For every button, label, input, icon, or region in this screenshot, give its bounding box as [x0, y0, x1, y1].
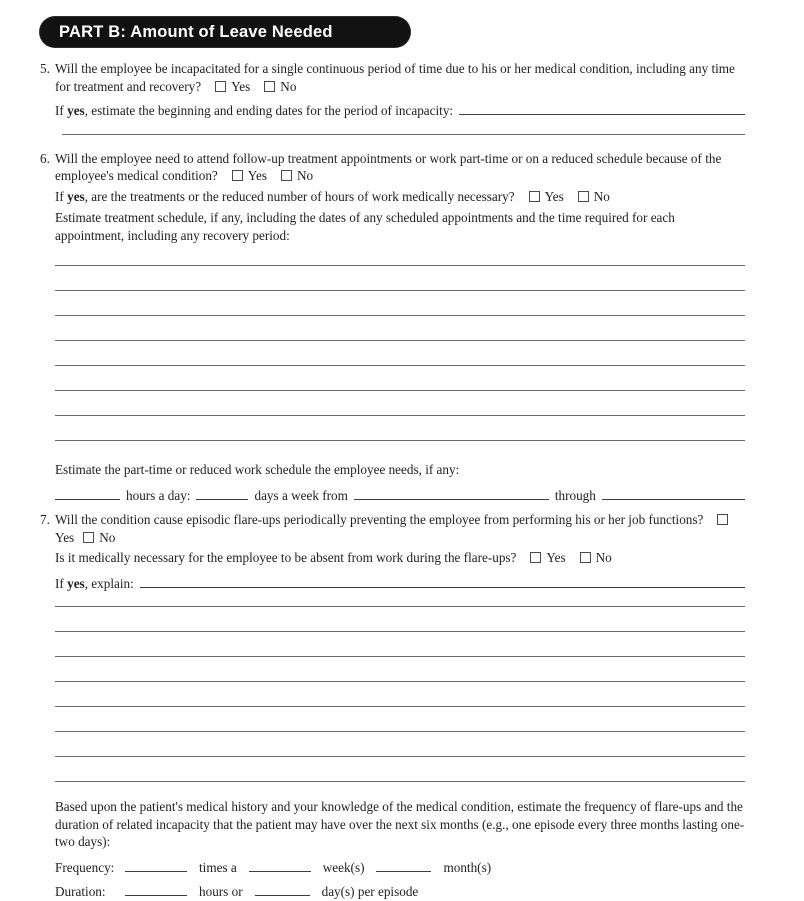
question-5	[40, 60, 745, 95]
q7-ifyes-rest: , explain:	[84, 575, 134, 591]
q5-ifyes-row	[55, 101, 745, 120]
hours-per-day-blank[interactable]	[55, 486, 120, 500]
treatment-line-4[interactable]	[55, 316, 745, 341]
frequency-times-blank[interactable]	[125, 858, 187, 872]
q5-ifyes-rest: , estimate the beginning and ending dates for the period of incapacity:	[84, 103, 454, 118]
q5-no-checkbox[interactable]	[264, 81, 275, 92]
frequency-months-blank[interactable]	[376, 858, 431, 872]
frequency-weeks-label: week(s)	[322, 859, 365, 875]
q6-no-checkbox[interactable]	[281, 170, 292, 181]
q6-yes-label: Yes	[247, 168, 267, 183]
q5-incapacity-dates-blank[interactable]	[459, 101, 745, 115]
through-label: through	[554, 487, 596, 503]
from-date-blank[interactable]	[354, 486, 549, 500]
q5-no-label: No	[280, 78, 297, 94]
q6-treatment-schedule-lines	[40, 244, 745, 441]
q6-ifyes-bold: yes	[67, 188, 85, 204]
q6-ifyes-row	[55, 188, 745, 206]
days-per-week-label: days a week from	[254, 487, 348, 503]
part-b-header: PART B: Amount of Leave Needed	[40, 17, 410, 47]
explain-line-2[interactable]	[55, 607, 745, 632]
explain-line-4[interactable]	[55, 657, 745, 682]
q7-absent-no-checkbox[interactable]	[580, 552, 591, 563]
duration-hours-blank[interactable]	[125, 882, 187, 896]
explain-line-1[interactable]	[55, 592, 745, 607]
explain-blank[interactable]	[140, 574, 745, 588]
frequency-label: Frequency:	[55, 859, 115, 875]
explain-line-3[interactable]	[55, 632, 745, 657]
q7-absent-yes-label: Yes	[546, 550, 566, 565]
q6-schedule-row	[55, 486, 745, 505]
q7-yes-label: Yes	[55, 529, 75, 545]
q6-treatment-prompt: Estimate treatment schedule, if any, including the dates of any scheduled appointments and the time required for each appointment, including any recovery period:	[55, 210, 675, 243]
q6-necessary-yes-checkbox[interactable]	[529, 191, 540, 202]
q7-yes-checkbox[interactable]	[717, 514, 728, 525]
q7-no-checkbox[interactable]	[83, 532, 94, 543]
q7-estimate-paragraph: Based upon the patient's medical history and your knowledge of the medical condition, estimate the frequency of flare-ups and the duration of related incapacity that the patient may have over the next six months (e.g., one episode every three months lasting one-two days):	[55, 799, 745, 849]
explain-line-8[interactable]	[55, 757, 745, 782]
explain-line-7[interactable]	[55, 732, 745, 757]
q7-no-label: No	[99, 529, 116, 545]
treatment-line-8[interactable]	[55, 416, 745, 441]
q7-explain-row	[55, 574, 745, 593]
q7-explain-lines	[40, 592, 745, 782]
duration-days-label: day(s) per episode	[321, 884, 419, 899]
through-date-blank[interactable]	[602, 486, 745, 500]
q7-absent-no-label: No	[595, 550, 612, 565]
q6-yes-checkbox[interactable]	[232, 170, 243, 181]
q6-parttime-prompt: Estimate the part-time or reduced work schedule the employee needs, if any:	[55, 462, 460, 477]
q7-absent-yes-checkbox[interactable]	[530, 552, 541, 563]
treatment-line-6[interactable]	[55, 366, 745, 391]
frequency-months-label: month(s)	[443, 859, 492, 875]
question-6	[40, 150, 745, 185]
q7-absent-text: Is it medically necessary for the employee to be absent from work during the flare-ups?	[55, 550, 517, 565]
treatment-line-2[interactable]	[55, 266, 745, 291]
question-5-number: 5.	[40, 61, 50, 76]
question-7-text: Will the condition cause episodic flare-ups periodically preventing the employee from performing his or her job functions?	[55, 512, 704, 527]
question-6-number: 6.	[40, 150, 50, 166]
q6-ifyes-prefix: If	[55, 188, 68, 204]
frequency-weeks-blank[interactable]	[249, 858, 311, 872]
question-7-number: 7.	[40, 512, 50, 527]
duration-days-blank[interactable]	[255, 882, 310, 896]
treatment-line-5[interactable]	[55, 341, 745, 366]
q5-yes-label: Yes	[231, 78, 251, 94]
duration-label: Duration:	[55, 884, 106, 899]
explain-line-6[interactable]	[55, 707, 745, 732]
q6-no-label: No	[296, 168, 314, 183]
question-6-text: Will the employee need to attend follow-up treatment appointments or work part-time or on a reduced schedule because of the employee's medical condition?	[55, 150, 722, 183]
treatment-line-7[interactable]	[55, 391, 745, 416]
frequency-times-label: times a	[199, 859, 237, 875]
q6-ifyes-rest: , are the treatments or the reduced number of hours of work medically necessary?	[84, 188, 515, 204]
q6-necessary-no-checkbox[interactable]	[578, 191, 589, 202]
days-per-week-blank[interactable]	[196, 486, 248, 500]
frequency-row	[55, 858, 745, 877]
q7-ifyes-prefix: If	[55, 575, 68, 591]
treatment-line-1[interactable]	[55, 244, 745, 266]
treatment-line-3[interactable]	[55, 291, 745, 316]
q5-ifyes-prefix: If	[55, 103, 68, 118]
question-5-text: Will the employee be incapacitated for a single continuous period of time due to his or her medical condition, including any time for treatment and recovery?	[55, 61, 735, 94]
explain-line-5[interactable]	[55, 682, 745, 707]
q6-necessary-yes-label: Yes	[544, 188, 564, 204]
q5-incapacity-dates-line-2[interactable]	[62, 134, 745, 135]
q5-yes-checkbox[interactable]	[215, 81, 226, 92]
q7-absent-row	[55, 549, 745, 567]
hours-per-day-label: hours a day:	[126, 487, 191, 503]
q7-ifyes-bold: yes	[67, 575, 85, 591]
duration-hours-label: hours or	[199, 884, 243, 899]
q6-necessary-no-label: No	[593, 188, 610, 204]
question-7	[40, 511, 745, 546]
q5-ifyes-bold: yes	[67, 103, 85, 118]
